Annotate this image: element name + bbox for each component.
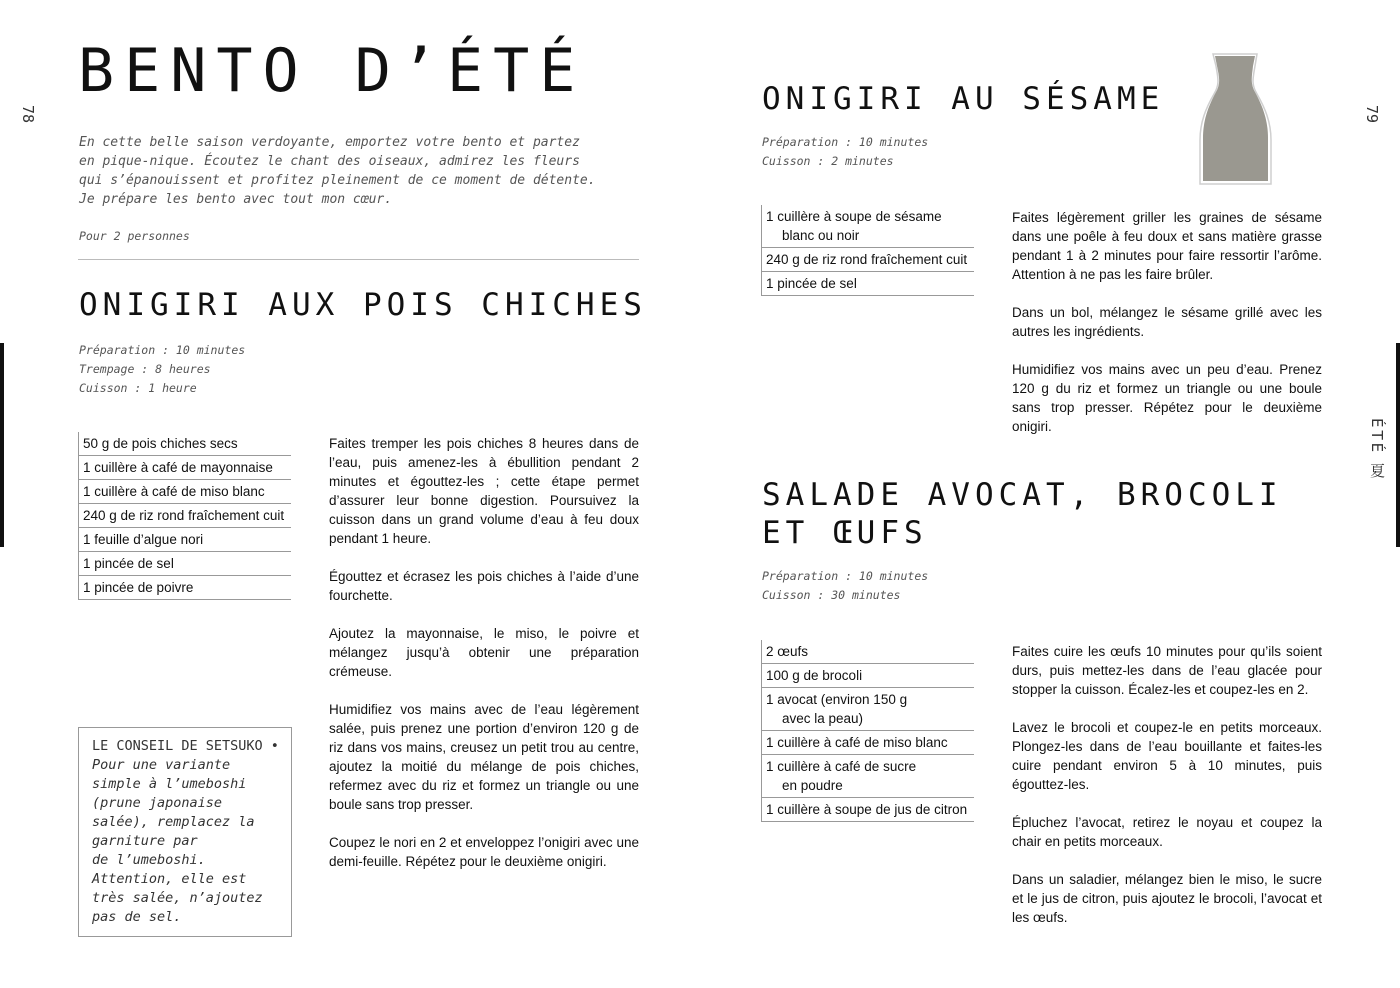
step-paragraph: Épluchez l’avocat, retirez le noyau et coupez la chair en petits morceaux. [1012, 815, 1322, 849]
ingredient-item: 1 feuille d’algue nori [79, 528, 291, 552]
step-paragraph: Faites tremper les pois chiches 8 heures dans de l’eau, puis amenez-les à ébullition pendant 2 minutes et égouttez-les ; cette étape permet d’assurer leur bonne digestion. Poursuivez la cuisson dans un grand volume d’eau à feu doux pendant 1 heure. [329, 436, 639, 546]
ingredient-item: 240 g de riz rond fraîchement cuit [762, 248, 974, 272]
ingredient-text: 1 cuillère à soupe de sésame [766, 209, 942, 224]
step-paragraph: Coupez le nori en 2 et enveloppez l’onigiri avec une demi-feuille. Répétez pour le deuxième onigiri. [329, 835, 639, 869]
tip-box [78, 727, 292, 937]
ingredient-item: 50 g de pois chiches secs [79, 432, 291, 456]
step-paragraph: Humidifiez vos mains avec de l’eau légèrement salée, puis prenez une portion d’environ 120 g de riz dans vos mains, creusez un petit trou au centre, ajoutez la moitié du mélange de pois chiches, refermez avec du riz et formez un triangle ou une boule sans trop presser. [329, 702, 639, 812]
intro-line: qui s’épanouissent et profitez pleinement de ce moment de détente. [79, 173, 596, 188]
ingredient-text: 1 avocat (environ 150 g [766, 692, 908, 707]
page-title: BENTO D’ÉTÉ [78, 36, 586, 106]
ingredients-list [78, 432, 291, 600]
ingredient-item [762, 755, 974, 798]
ingredient-item [762, 205, 974, 248]
ingredients-list [761, 640, 974, 822]
ingredient-text-continued: blanc ou noir [782, 228, 860, 243]
tip-line: Pour une variante [92, 757, 231, 773]
ingredient-item: 240 g de riz rond fraîchement cuit [79, 504, 291, 528]
meta-line: Cuisson : 1 heure [79, 381, 197, 395]
soy-sauce-bottle-icon [1197, 52, 1273, 186]
intro-line: en pique-nique. Écoutez le chant des oiseaux, admirez les fleurs [79, 154, 580, 169]
intro-line: En cette belle saison verdoyante, emportez votre bento et partez [79, 135, 580, 150]
tip-title: LE CONSEIL DE SETSUKO • [92, 738, 279, 754]
recipe-title-onigiri-pois-chiches: ONIGIRI AUX POIS CHICHES [79, 287, 647, 323]
title-line: ET ŒUFS [762, 515, 928, 551]
meta-line: Préparation : 10 minutes [762, 569, 929, 583]
ingredient-text-continued: en poudre [782, 778, 843, 793]
step-paragraph: Ajoutez la mayonnaise, le miso, le poivre et mélangez jusqu’à obtenir une préparation crémeuse. [329, 626, 639, 679]
intro-text [79, 133, 639, 209]
tip-line: garniture par [92, 833, 198, 849]
ingredient-item: 1 cuillère à café de mayonnaise [79, 456, 291, 480]
ingredient-item: 100 g de brocoli [762, 664, 974, 688]
meta-line: Préparation : 10 minutes [79, 343, 246, 357]
recipe-title-onigiri-sesame: ONIGIRI AU SÉSAME [762, 81, 1165, 117]
page-number-left: 78 [19, 105, 37, 124]
recipe-steps [1012, 208, 1322, 455]
ingredient-item: 1 pincée de sel [762, 272, 974, 296]
step-paragraph: Humidifiez vos mains avec un peu d’eau. Prenez 120 g du riz et formez un triangle ou une boule sans trop presser. Répétez pour le deuxième onigiri. [1012, 362, 1322, 434]
tip-line: très salée, n’ajoutez [92, 890, 263, 906]
recipe-meta [762, 133, 928, 171]
ingredient-item: 1 cuillère à café de miso blanc [762, 731, 974, 755]
meta-line: Trempage : 8 heures [79, 362, 211, 376]
recipe-meta [79, 341, 245, 398]
ingredient-item: 1 pincée de poivre [79, 576, 291, 600]
ingredient-text: 1 cuillère à café de sucre [766, 759, 917, 774]
tip-line: pas de sel. [92, 909, 182, 925]
step-paragraph: Faites cuire les œufs 10 minutes pour qu’ils soient durs, puis mettez-les dans de l’eau glacée pour stopper la cuisson. Écalez-les et coupez-les en 2. [1012, 644, 1322, 697]
ingredient-item: 2 œufs [762, 640, 974, 664]
meta-line: Préparation : 10 minutes [762, 135, 929, 149]
recipe-steps [329, 434, 639, 890]
step-paragraph: Égouttez et écrasez les pois chiches à l’aide d’une fourchette. [329, 569, 639, 603]
tip-line: (prune japonaise [92, 795, 223, 811]
serves-label: Pour 2 personnes [79, 229, 190, 243]
ingredient-item: 1 cuillère à soupe de jus de citron [762, 798, 974, 822]
right-edge-marker [1396, 343, 1400, 547]
intro-line: Je prépare les bento avec tout mon cœur. [79, 192, 393, 207]
recipe-meta [762, 567, 928, 605]
step-paragraph: Dans un bol, mélangez le sésame grillé avec les autres les ingrédients. [1012, 305, 1322, 339]
step-paragraph: Faites légèrement griller les graines de sésame dans une poêle à feu doux et sans matière grasse pendant 1 à 2 minutes pour faire ressortir l’arôme. Attention à ne pas les faire brûler. [1012, 210, 1322, 282]
left-edge-marker [0, 343, 4, 547]
tip-line: simple à l’umeboshi [92, 776, 247, 792]
recipe-steps [1012, 642, 1322, 946]
tip-line: salée), remplacez la [92, 814, 255, 830]
ingredient-item: 1 pincée de sel [79, 552, 291, 576]
ingredients-list [761, 205, 974, 296]
ingredient-item: 1 cuillère à café de miso blanc [79, 480, 291, 504]
page-number-right: 79 [1363, 105, 1381, 124]
meta-line: Cuisson : 30 minutes [762, 588, 901, 602]
title-line: SALADE AVOCAT, BROCOLI [762, 477, 1283, 513]
ingredient-text-continued: avec la peau) [782, 711, 864, 726]
meta-line: Cuisson : 2 minutes [762, 154, 894, 168]
step-paragraph: Dans un saladier, mélangez bien le miso, le sucre et le jus de citron, puis ajoutez le brocoli, l’avocat et les œufs. [1012, 872, 1322, 925]
tip-line: Attention, elle est [92, 871, 247, 887]
recipe-title-salade [762, 476, 1283, 552]
divider [78, 259, 639, 260]
ingredient-item [762, 688, 974, 731]
tip-line: de l’umeboshi. [92, 852, 206, 868]
step-paragraph: Lavez le brocoli et coupez-le en petits morceaux. Plongez-les dans de l’eau bouillante et faites-les cuire pendant environ 5 à 10 minutes, puis égouttez-les. [1012, 720, 1322, 792]
section-tab: ÉTÉ 夏 [1368, 418, 1386, 481]
